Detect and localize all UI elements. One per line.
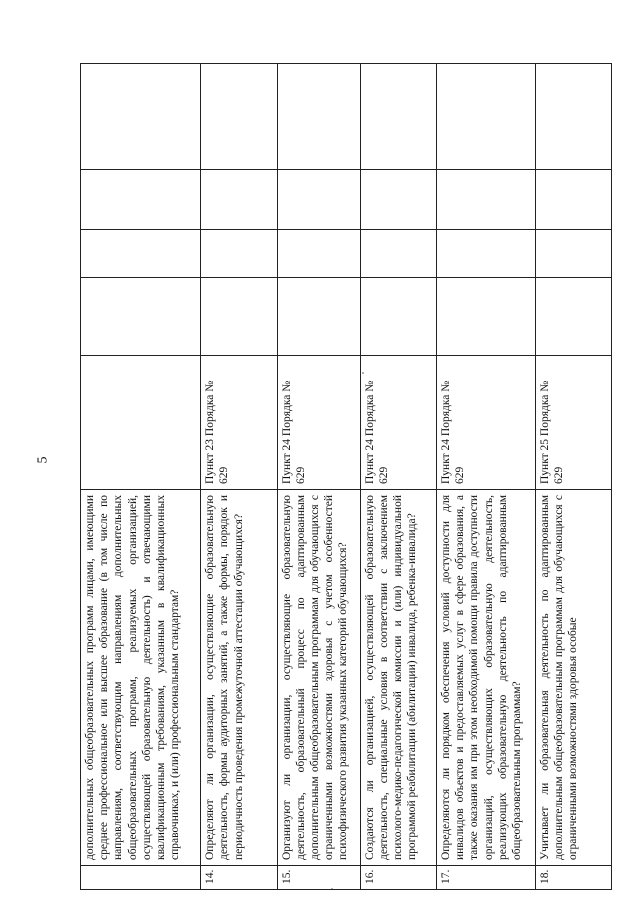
- row-number: 15.: [277, 866, 360, 890]
- answer-cell: [437, 230, 536, 278]
- question-text: Определяются ли порядком обеспечения условий доступности для инвалидов объектов и предоставляемых услуг в сфере образования, а также оказания им при этом необходимой помощи правила доступности организаций, осуществляющих образовательную деятельность, реализующих образовательную деятельность по адаптированным общеобразовательным программам?: [437, 490, 536, 866]
- legal-reference: Пункт 24 Порядка № 629: [277, 356, 360, 490]
- answer-cell: [360, 170, 436, 230]
- question-text: дополнительных общеобразовательных программ лицами, имеющими среднее профессиональное или высшее образование (в том числе по направлениям, соответствующим направлениям дополнительных общеобразовательных программ, реализуемых организацией, осуществляющей образовательную деятельность) и отвечающими квалификационным требованиям, указанным в квалификационных справочниках, и (или) профессиональным стандартам?: [81, 490, 201, 866]
- legal-reference: Пункт 24 Порядка № 629: [360, 356, 436, 490]
- answer-cell: [437, 278, 536, 356]
- note-cell: [81, 64, 201, 170]
- answer-cell: [201, 230, 277, 278]
- answer-cell: [535, 170, 611, 230]
- answer-cell: [360, 230, 436, 278]
- legal-reference: Пункт 23 Порядка № 629: [201, 356, 277, 490]
- answer-cell: [535, 230, 611, 278]
- legal-reference: [81, 356, 201, 490]
- answer-cell: [277, 230, 360, 278]
- answer-cell: [535, 278, 611, 356]
- question-text: Организуют ли организации, осуществляющие образовательную деятельность, образовательный процесс по адаптированным дополнительным общеобразовательным программам для обучающихся с ограниченными возможностями здоровья с учетом особенностей психофизического развития указанных категорий обучающихся?: [277, 490, 360, 866]
- page-number: 5: [35, 456, 51, 464]
- row-number: 18.: [535, 866, 611, 890]
- answer-cell: [437, 170, 536, 230]
- question-text: Учитывает ли образовательная деятельность по адаптированным дополнительным общеобразовательным программам для обучающихся с ограниченными возможностями здоровья особые: [535, 490, 611, 866]
- note-cell: [277, 64, 360, 170]
- answer-cell: [277, 170, 360, 230]
- table-row: [360, 64, 436, 890]
- row-number: 17.: [437, 866, 536, 890]
- note-cell: [201, 64, 277, 170]
- answer-cell: [360, 278, 436, 356]
- answer-cell: [81, 230, 201, 278]
- row-number: 16.: [360, 866, 436, 890]
- answer-cell: [81, 170, 201, 230]
- legal-reference: Пункт 25 Порядка № 629: [535, 356, 611, 490]
- note-cell: [437, 64, 536, 170]
- row-number: [81, 866, 201, 890]
- note-cell: [360, 64, 436, 170]
- table-row: [81, 64, 201, 890]
- row-number: 14.: [201, 866, 277, 890]
- table-row: [277, 64, 360, 890]
- checklist-table-container: [80, 64, 612, 890]
- answer-cell: [81, 278, 201, 356]
- note-cell: [535, 64, 611, 170]
- checklist-table: [80, 63, 612, 890]
- answer-cell: [201, 278, 277, 356]
- legal-reference: Пункт 24 Порядка № 629: [437, 356, 536, 490]
- table-row: [535, 64, 611, 890]
- answer-cell: [201, 170, 277, 230]
- table-row: [201, 64, 277, 890]
- table-row: [437, 64, 536, 890]
- question-text: Создаются ли организацией, осуществляющей образовательную деятельность, специальные условия в соответствии с заключением психолого-медико-педагогической комиссии и (или) индивидуальной программой реабилитации (абилитации) инвалида, ребенка-инвалида?: [360, 490, 436, 866]
- question-text: Определяют ли организации, осуществляющие образовательную деятельность, формы аудиторных занятий, а также формы, порядок и периодичность проведения промежуточной аттестации обучающихся?: [201, 490, 277, 866]
- answer-cell: [277, 278, 360, 356]
